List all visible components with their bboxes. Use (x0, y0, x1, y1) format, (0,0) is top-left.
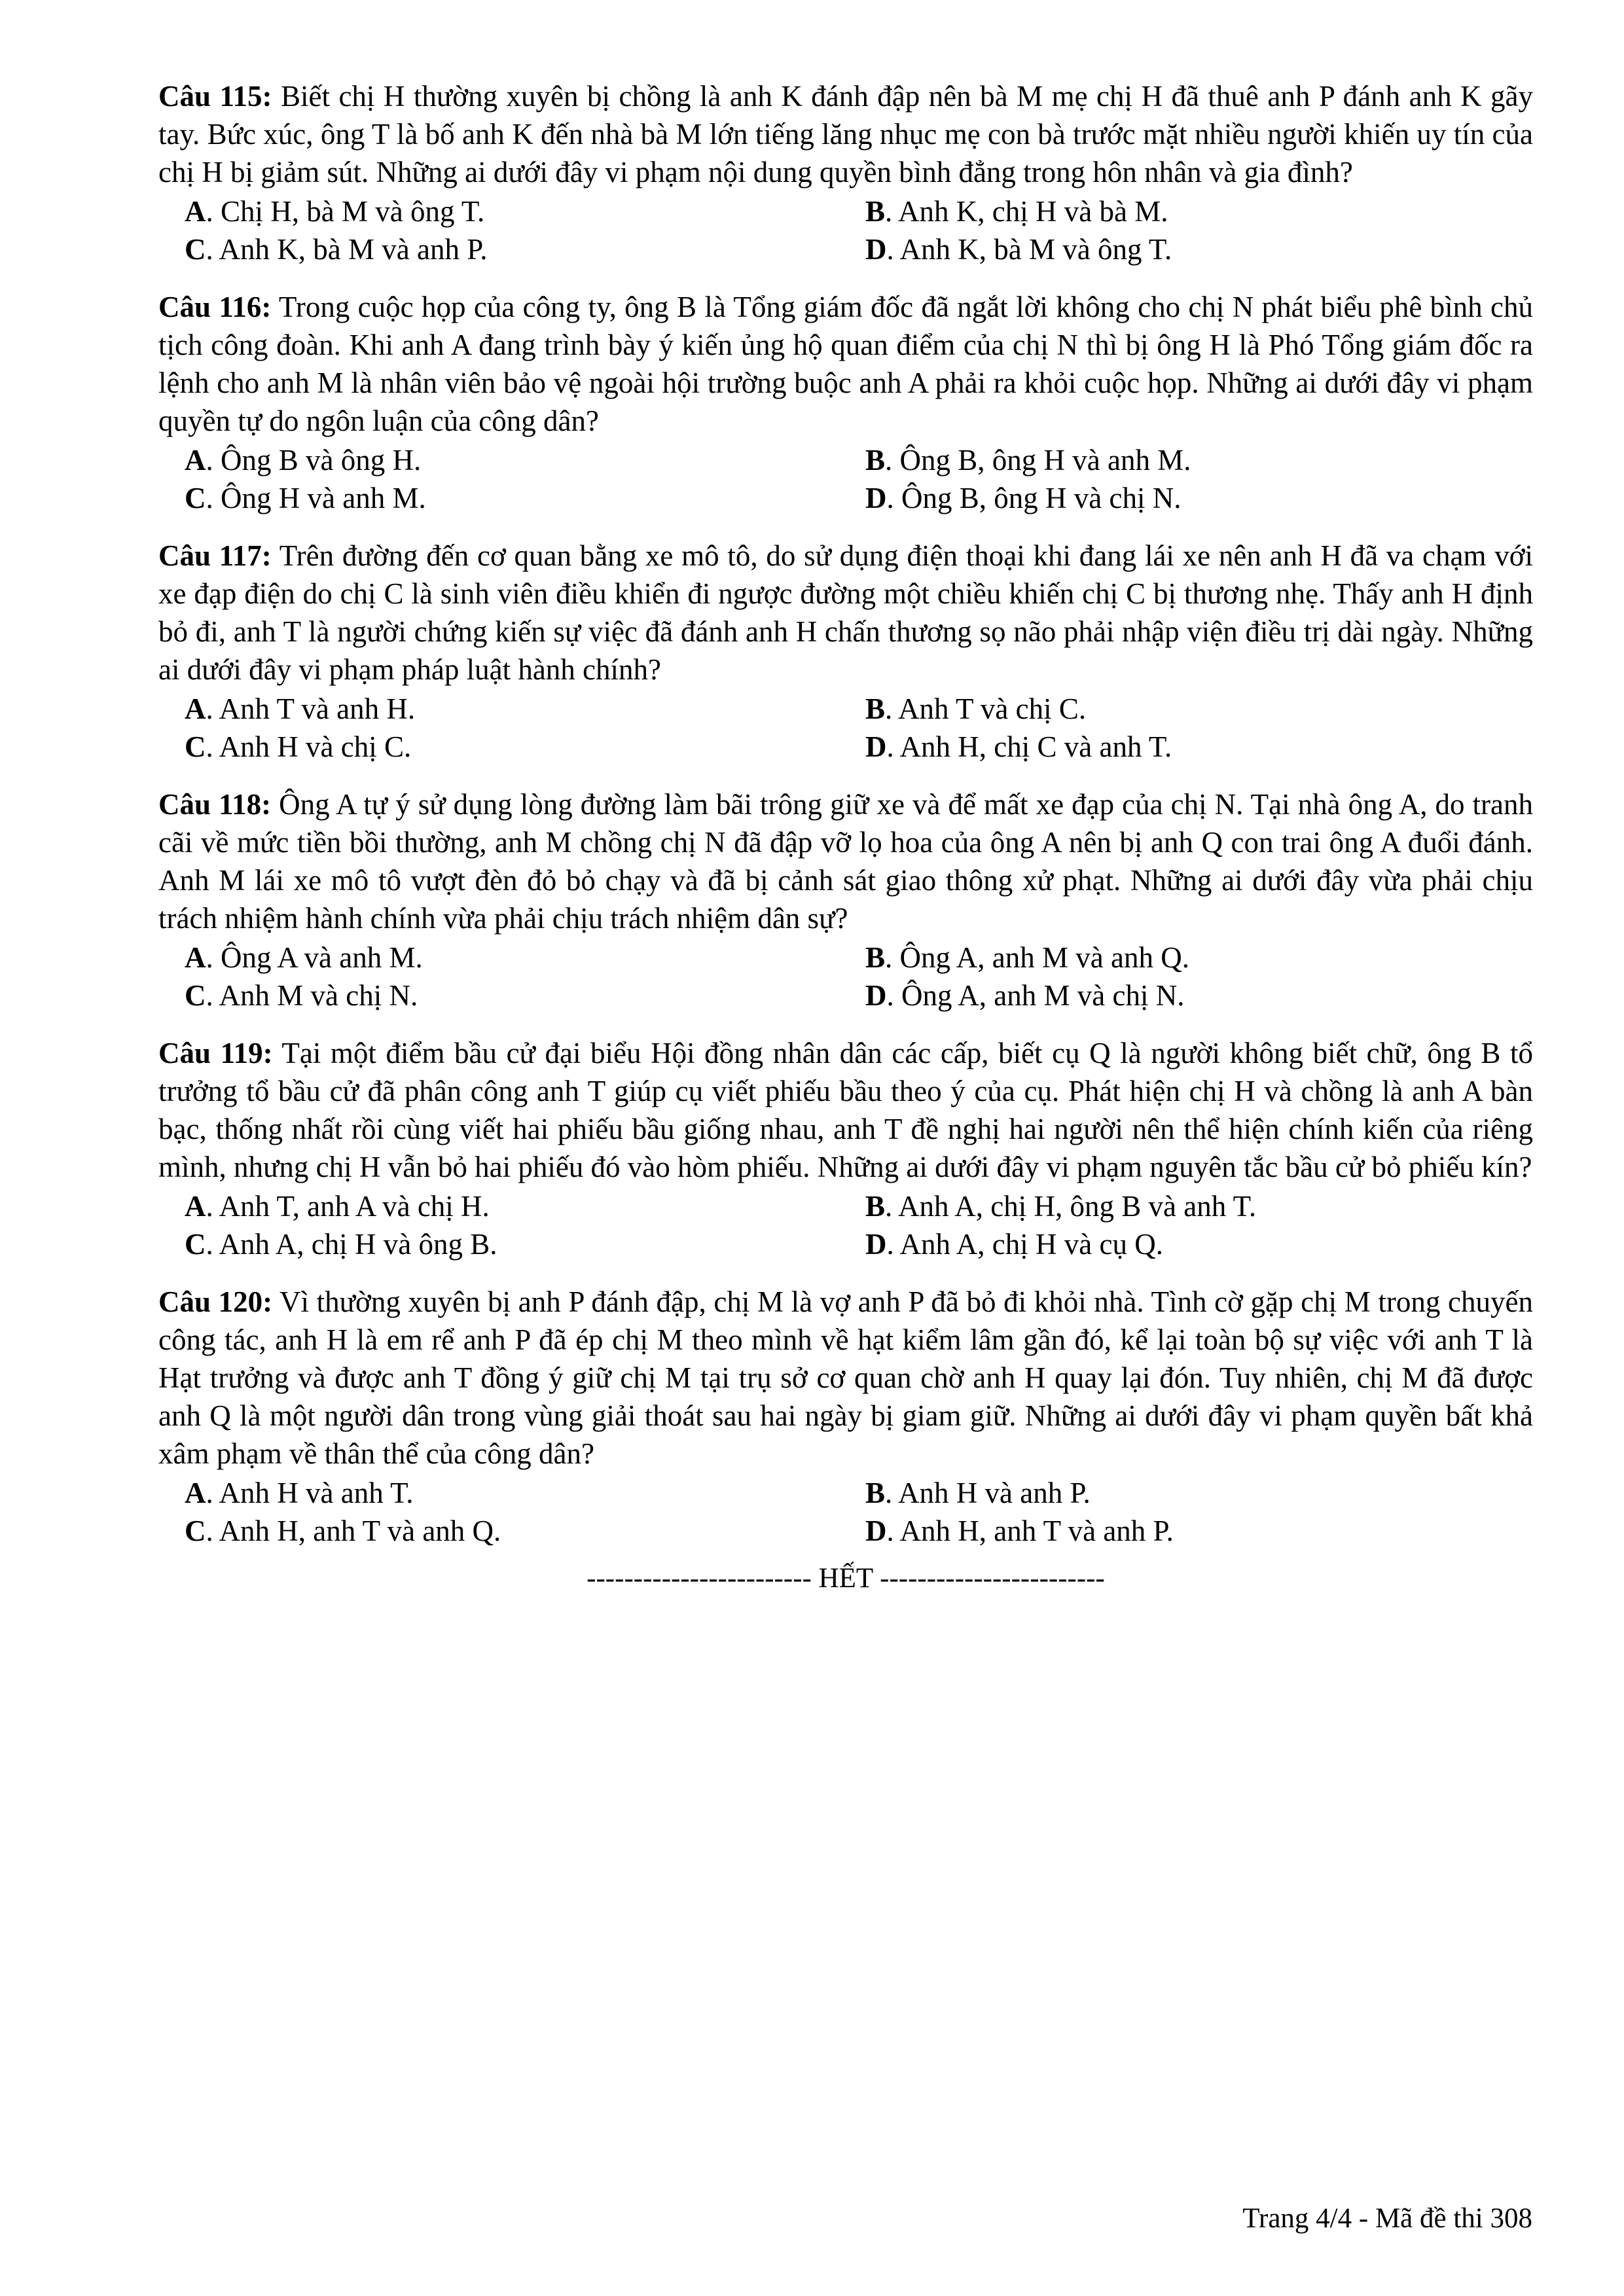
answer-options (158, 690, 1533, 766)
question-119 (158, 1034, 1533, 1263)
option-text: . Ông A và anh M. (206, 941, 423, 974)
question-text: Trong cuộc họp của công ty, ông B là Tổng giám đốc đã ngắt lời không cho chị N phát biểu phê bình chủ tịch công đoàn. Khi anh A đang trình bày ý kiến ủng hộ quan điểm của chị N thì bị ông H là Phó Tổng giám đốc ra lệnh cho anh M là nhân viên bảo vệ ngoài hội trường buộc anh A phải ra khỏi cuộc họp. Những ai dưới đây vi phạm quyền tự do ngôn luận của công dân? (158, 291, 1533, 437)
option-letter: A (185, 195, 206, 228)
option-letter: A (185, 941, 206, 974)
option-a (158, 1187, 839, 1225)
option-c (158, 1225, 839, 1263)
option-letter: B (865, 1477, 886, 1509)
option-letter: A (185, 692, 206, 725)
option-c (158, 1512, 839, 1550)
option-d (839, 479, 1533, 517)
option-text: . Ông A, anh M và chị N. (886, 979, 1185, 1012)
option-d (839, 728, 1533, 766)
option-text: . Ông B, ông H và chị N. (886, 482, 1182, 514)
question-stem (158, 785, 1533, 937)
answer-options (158, 1474, 1533, 1550)
option-b (839, 690, 1533, 728)
option-text: . Anh M và chị N. (206, 979, 418, 1012)
question-115 (158, 77, 1533, 268)
answer-options (158, 192, 1533, 268)
option-b (839, 939, 1533, 977)
option-text: . Anh H, chị C và anh T. (886, 730, 1172, 763)
option-a (158, 192, 839, 230)
answer-options (158, 441, 1533, 517)
question-number: Câu 119: (158, 1037, 273, 1069)
option-b (839, 192, 1533, 230)
option-letter: B (865, 1190, 886, 1223)
option-text: . Anh K, bà M và ông T. (886, 233, 1172, 266)
option-text: . Ông B, ông H và anh M. (885, 444, 1191, 476)
option-text: . Anh K, bà M và anh P. (206, 233, 488, 266)
option-c (158, 728, 839, 766)
question-stem (158, 1034, 1533, 1186)
option-text: . Anh H, anh T và anh Q. (206, 1515, 501, 1547)
option-letter: B (865, 941, 886, 974)
question-text: Ông A tự ý sử dụng lòng đường làm bãi trông giữ xe và để mất xe đạp của chị N. Tại nhà ông A, do tranh cãi về mức tiền bồi thường, anh M chồng chị N đã đập vỡ lọ hoa của ông A nên bị anh Q con trai ông A đuổi đánh. Anh M lái xe mô tô vượt đèn đỏ bỏ chạy và đã bị cảnh sát giao thông xử phạt. Những ai dưới đây vừa phải chịu trách nhiệm hành chính vừa phải chịu trách nhiệm dân sự? (158, 788, 1533, 935)
question-stem (158, 537, 1533, 689)
question-text: Biết chị H thường xuyên bị chồng là anh K đánh đập nên bà M mẹ chị H đã thuê anh P đánh anh K gãy tay. Bức xúc, ông T là bố anh K đến nhà bà M lớn tiếng lăng nhục mẹ con bà trước mặt nhiều người khiến uy tín của chị H bị giảm sút. Những ai dưới đây vi phạm nội dung quyền bình đẳng trong hôn nhân và gia đình? (158, 80, 1533, 188)
option-text: . Ông H và anh M. (206, 482, 426, 514)
option-text: . Anh A, chị H và ông B. (206, 1228, 497, 1261)
question-117 (158, 537, 1533, 766)
option-b (839, 441, 1533, 479)
question-number: Câu 115: (158, 80, 272, 113)
option-text: . Anh T, anh A và chị H. (206, 1190, 490, 1223)
option-letter: B (865, 195, 886, 228)
page-footer: Trang 4/4 - Mã đề thi 308 (1242, 2203, 1532, 2234)
option-d (839, 1225, 1533, 1263)
option-text: . Chị H, bà M và ông T. (206, 195, 485, 228)
option-c (158, 479, 839, 517)
option-letter: D (865, 482, 887, 514)
answer-options (158, 1187, 1533, 1263)
option-a (158, 690, 839, 728)
option-letter: D (865, 730, 887, 763)
option-a (158, 441, 839, 479)
option-text: . Anh T và anh H. (206, 692, 416, 725)
exam-page (158, 77, 1533, 1597)
option-letter: C (185, 233, 206, 266)
option-text: . Anh K, chị H và bà M. (885, 195, 1168, 228)
option-c (158, 977, 839, 1014)
question-stem (158, 288, 1533, 440)
option-d (839, 230, 1533, 268)
question-stem (158, 1283, 1533, 1473)
option-letter: C (185, 1515, 206, 1547)
option-letter: C (185, 1228, 206, 1261)
option-text: . Anh H và chị C. (206, 730, 412, 763)
option-letter: B (865, 692, 886, 725)
option-d (839, 1512, 1533, 1550)
option-text: . Anh A, chị H, ông B và anh T. (885, 1190, 1257, 1223)
option-text: . Anh T và chị C. (885, 692, 1087, 725)
option-letter: C (185, 730, 206, 763)
option-text: . Anh H và anh P. (885, 1477, 1091, 1509)
option-letter: A (185, 1477, 206, 1509)
question-number: Câu 116: (158, 291, 272, 323)
answer-options (158, 939, 1533, 1014)
question-text: Tại một điểm bầu cử đại biểu Hội đồng nhân dân các cấp, biết cụ Q là người không biết chữ, ông B tổ trưởng tổ bầu cử đã phân công anh T giúp cụ viết phiếu bầu theo ý của cụ. Phát hiện chị H và chồng là anh A bàn bạc, thống nhất rồi cùng viết hai phiếu bầu giống nhau, anh T đề nghị hai người nên thể hiện chính kiến của riêng mình, nhưng chị H vẫn bỏ hai phiếu đó vào hòm phiếu. Những ai dưới đây vi phạm nguyên tắc bầu cử bỏ phiếu kín? (158, 1037, 1534, 1183)
question-116 (158, 288, 1533, 517)
option-letter: D (865, 979, 887, 1012)
option-text: . Anh H và anh T. (206, 1477, 414, 1509)
option-text: . Ông B và ông H. (206, 444, 422, 476)
option-text: . Anh H, anh T và anh P. (886, 1515, 1174, 1547)
option-b (839, 1187, 1533, 1225)
question-number: Câu 120: (158, 1285, 273, 1318)
option-d (839, 977, 1533, 1014)
option-a (158, 1474, 839, 1512)
option-letter: B (865, 444, 886, 476)
option-letter: C (185, 482, 206, 514)
option-letter: D (865, 1228, 887, 1261)
question-number: Câu 118: (158, 788, 272, 821)
question-text: Trên đường đến cơ quan bằng xe mô tô, do sử dụng điện thoại khi đang lái xe nên anh H đã va chạm với xe đạp điện do chị C là sinh viên điều khiển đi ngược đường một chiều khiến chị C bị thương nhẹ. Thấy anh H định bỏ đi, anh T là người chứng kiến sự việc đã đánh anh H chấn thương sọ não phải nhập viện điều trị dài ngày. Những ai dưới đây vi phạm pháp luật hành chính? (158, 539, 1534, 686)
question-120 (158, 1283, 1533, 1550)
end-marker: ------------------------ HẾT ------------------------ (586, 1563, 1105, 1594)
question-stem (158, 77, 1533, 191)
option-a (158, 939, 839, 977)
option-c (158, 230, 839, 268)
question-118 (158, 785, 1533, 1014)
option-text: . Anh A, chị H và cụ Q. (886, 1228, 1163, 1261)
option-b (839, 1474, 1533, 1512)
option-letter: C (185, 979, 206, 1012)
question-number: Câu 117: (158, 539, 272, 572)
option-letter: A (185, 444, 206, 476)
option-letter: D (865, 233, 887, 266)
option-text: . Ông A, anh M và anh Q. (885, 941, 1189, 974)
option-letter: D (865, 1515, 887, 1547)
option-letter: A (185, 1190, 206, 1223)
question-text: Vì thường xuyên bị anh P đánh đập, chị M là vợ anh P đã bỏ đi khỏi nhà. Tình cờ gặp chị M trong chuyến công tác, anh H là em rể anh P đã ép chị M theo mình về hạt kiểm lâm gần đó, kể lại toàn bộ sự việc với anh T là Hạt trưởng và được anh T đồng ý giữ chị M tại trụ sở cơ quan chờ anh H quay lại đón. Tuy nhiên, chị M đã được anh Q là một người dân trong vùng giải thoát sau hai ngày bị giam giữ. Những ai dưới đây vi phạm quyền bất khả xâm phạm về thân thể của công dân? (158, 1285, 1534, 1470)
